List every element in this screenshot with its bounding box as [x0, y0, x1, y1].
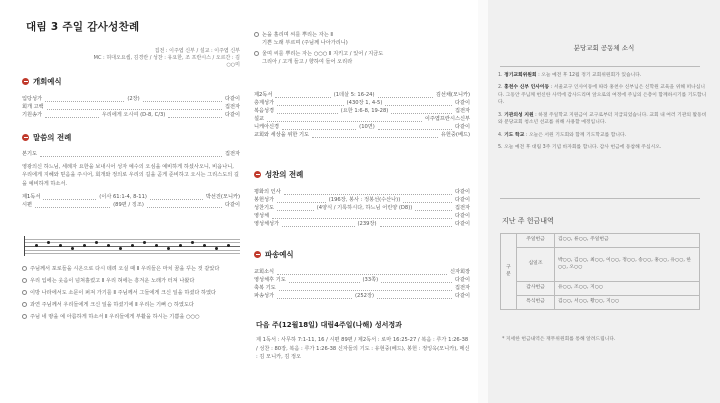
finance-note: * 지세한 헌금내역은 재무위원회를 통해 알려드립니다.	[502, 337, 616, 342]
list-item: 4. 기도 학교 : 오늘은 서원 기도회와 함께 기도학교를 합니다.	[498, 132, 627, 138]
section-word	[22, 133, 240, 210]
liturgy-row: 평화의 인사 다같이	[254, 189, 470, 196]
table-side-header: 구분	[501, 234, 517, 310]
page-title: 대림 3 주일 감사성찬례	[26, 21, 140, 33]
liturgy-row: 니케아신경 (10면) 다같이	[254, 124, 470, 131]
list-item: 주님 네 땅을 예 아름하게 하소서 Ⅱ 우리들에게 부활을 하시는 기쁨을 ○○○	[22, 313, 240, 321]
psalm-continuation	[254, 31, 470, 66]
divider	[500, 198, 700, 199]
liturgy-row: 회개 고백 집전자	[22, 104, 240, 111]
credits: 집전 : 이주엽 신부 / 설교 : 이주엽 신부 MC : 허대오요셉, 김경란 / 성찬 : 유요한, 조 프란시스 / 오르간 : 김 ○○미	[93, 48, 240, 68]
section-marker-icon	[22, 78, 29, 85]
offering-table	[500, 233, 700, 310]
notices-title: 분당교회 공동체 소식	[573, 44, 635, 52]
liturgy-row: 교회와 세상을 위한 기도 유헌중(베드)	[254, 132, 470, 139]
next-week-text: 제 1독서 : 사무하 7:1-11, 16 / 시편 89편 / 제2독서 : 로마 16:25-27 / 복음 : 루가 1:26-38 / 성찬 : 80장, 복음 : 루가 1:26-38 신자들의 기도 : 유현중(베드), 봉헌 : 정잉옥(모니카), 메신 : 김 모니카, 김 정오	[256, 337, 470, 361]
section-heading: 파송예식	[265, 250, 294, 259]
liturgy-row: 봉헌성가 (196장, 봉사 : 정봉선(수산나)) 다같이	[254, 197, 471, 204]
notices-panel	[488, 0, 720, 403]
section-marker-icon	[22, 134, 29, 141]
next-week-readings	[256, 321, 470, 361]
list-item: 울며 씨를 뿌리는 자는 ○○○ Ⅱ 지키고 / 있어 / 지금도 그리아 / 고개 들고 / 향하여 들어 오리라	[254, 50, 470, 66]
list-item: 3. 기관의성 지원 : 하절 주일학교 지원금이 교구로부터 지급되었습니다. 교회 내 여러 기관의 활동비와 분당교회 청소년 선교를 위해 사용할 예정입니다.	[498, 112, 707, 126]
liturgy-row: 교회소식 신자회장	[254, 269, 470, 276]
liturgy-row: 축복 기도 집전자	[254, 285, 470, 292]
table-row: 십일조 박○○, 김○○, 최○○, 이○○, 정○○, 송○○, 홍○○, 유○○, 한○○, 오○○	[501, 248, 700, 282]
order-of-service-left	[20, 0, 242, 403]
order-of-service-right	[254, 0, 472, 403]
next-week-title: 다음 주(12월18일) 대림4주일(나해) 성서정과	[256, 321, 402, 329]
readings-rows	[254, 92, 470, 140]
liturgy-row: 영성체후 기도 (33쪽) 다같이	[254, 277, 470, 284]
section-heading: 성찬의 전례	[265, 170, 304, 179]
fold-gutter	[478, 0, 488, 403]
section-heading: 개회예식	[33, 77, 62, 86]
section-marker-icon	[254, 251, 261, 258]
liturgy-row: 기원송가 우리에게 오시여 (D-8, C/3) 다같이	[22, 112, 240, 119]
section-eucharist	[254, 170, 470, 229]
notices-list	[498, 72, 710, 151]
table-row: 특식헌금 김○○, 서○○, 황○○, 지○○	[501, 296, 700, 310]
liturgy-row: 영성체성가 (239장) 다같이	[254, 221, 471, 228]
list-item: 우리 입에는 웃음이 넘쳐흘렀고 Ⅱ 우리 혀에는 흥겨운 노래가 터져 나왔다	[22, 277, 240, 285]
section-heading: 말씀의 전례	[33, 133, 72, 142]
collect-prayer: 영광의신 하느님, 세례자 요한을 보내시어 성자 예수의 오심을 예비하게 하셨사오니, 비옵나니, 우리에게 지혜와 믿음을 주시어, 회개와 정의로 우리의 길을 곧게 준비하고 오시는 그리스도의 길을 예비하게 하소서.	[22, 163, 239, 187]
liturgy-row: 성찬기도 (4양식 / 기록하시다, 하느님 어린양 (D8)) 집전자	[254, 205, 471, 212]
liturgy-row: 제2독서 (1데살 5: 16-24) 김선채(모니카)	[254, 92, 471, 99]
list-item: 2. 홍천수 신부 인사이동 : 서울교구 인사이동에 따라 홍천수 신부님은 신학원 교육을 위해 떠나십니다. 그동안 주님께 헌신한 사역에 감사드리며 앞으로의 여정에 주님의 은총이 함께하시기를 기도합니다.	[498, 85, 707, 106]
divider	[500, 66, 700, 67]
section-opening	[22, 77, 240, 120]
section-dismissal	[254, 250, 470, 301]
psalm-responses	[22, 265, 240, 321]
liturgy-row: 층계성가 (430장 1, 4-5) 다같이	[254, 100, 470, 107]
liturgy-row: 영성체 다같이	[254, 213, 470, 220]
liturgy-row: 본기도 집전자	[22, 151, 240, 158]
list-item: 이방 나라에서도 소문이 퍼져 가기를 Ⅱ 주님께서 그들에게 크신 일을 하셨다 하였다	[22, 289, 240, 297]
liturgy-row: 설교 이주엽프란시스신부	[254, 116, 470, 123]
list-item: 과연 주님께서 우리들에게 크신 일을 하셨기에 Ⅱ 우리는 기뻐 ○ 하였도다	[22, 301, 240, 309]
psalm-chant-notation	[24, 236, 240, 256]
liturgy-row: 복음성경 (요한 1:6-8, 19-28) 집전자	[254, 108, 470, 115]
list-item: 주님께서 포로들을 시온으로 다시 데려 오실 때 Ⅱ 우리들은 마치 꿈을 꾸는 것 같았다	[22, 265, 240, 273]
table-row: 구분 주일헌금 김○○, 류○○, 주일헌금	[501, 234, 700, 248]
liturgy-row: 입당성가 (2장) 다같이	[22, 96, 241, 103]
liturgy-row: 제1독서 (이사 61:1-4, 8-11) 박선진(모니카)	[22, 194, 240, 201]
list-item: 1. 정기교회위원회 : 오늘 예전 후 12월 정기 교회위원회가 있습니다.	[498, 73, 642, 78]
list-item: 논을 흘리며 씨를 뿌리는 자는 Ⅱ 기쁜 노래 부르며 (주님께 나아가리니)	[254, 31, 470, 47]
liturgy-row: 시편 (89편 / 징조) 다같이	[22, 202, 240, 209]
liturgy-row: 파송성가 (252장) 다같이	[254, 293, 470, 300]
section-marker-icon	[254, 171, 261, 178]
finance-title: 지난 주 헌금내역	[502, 217, 554, 225]
table-row: 감사헌금 유○○, 조○○, 지○○	[501, 282, 700, 296]
list-item: 5. 오늘 예전 후 대림 3주 기념 바자회를 합니다. 감사 헌금에 동참해 주십시오.	[498, 144, 662, 150]
